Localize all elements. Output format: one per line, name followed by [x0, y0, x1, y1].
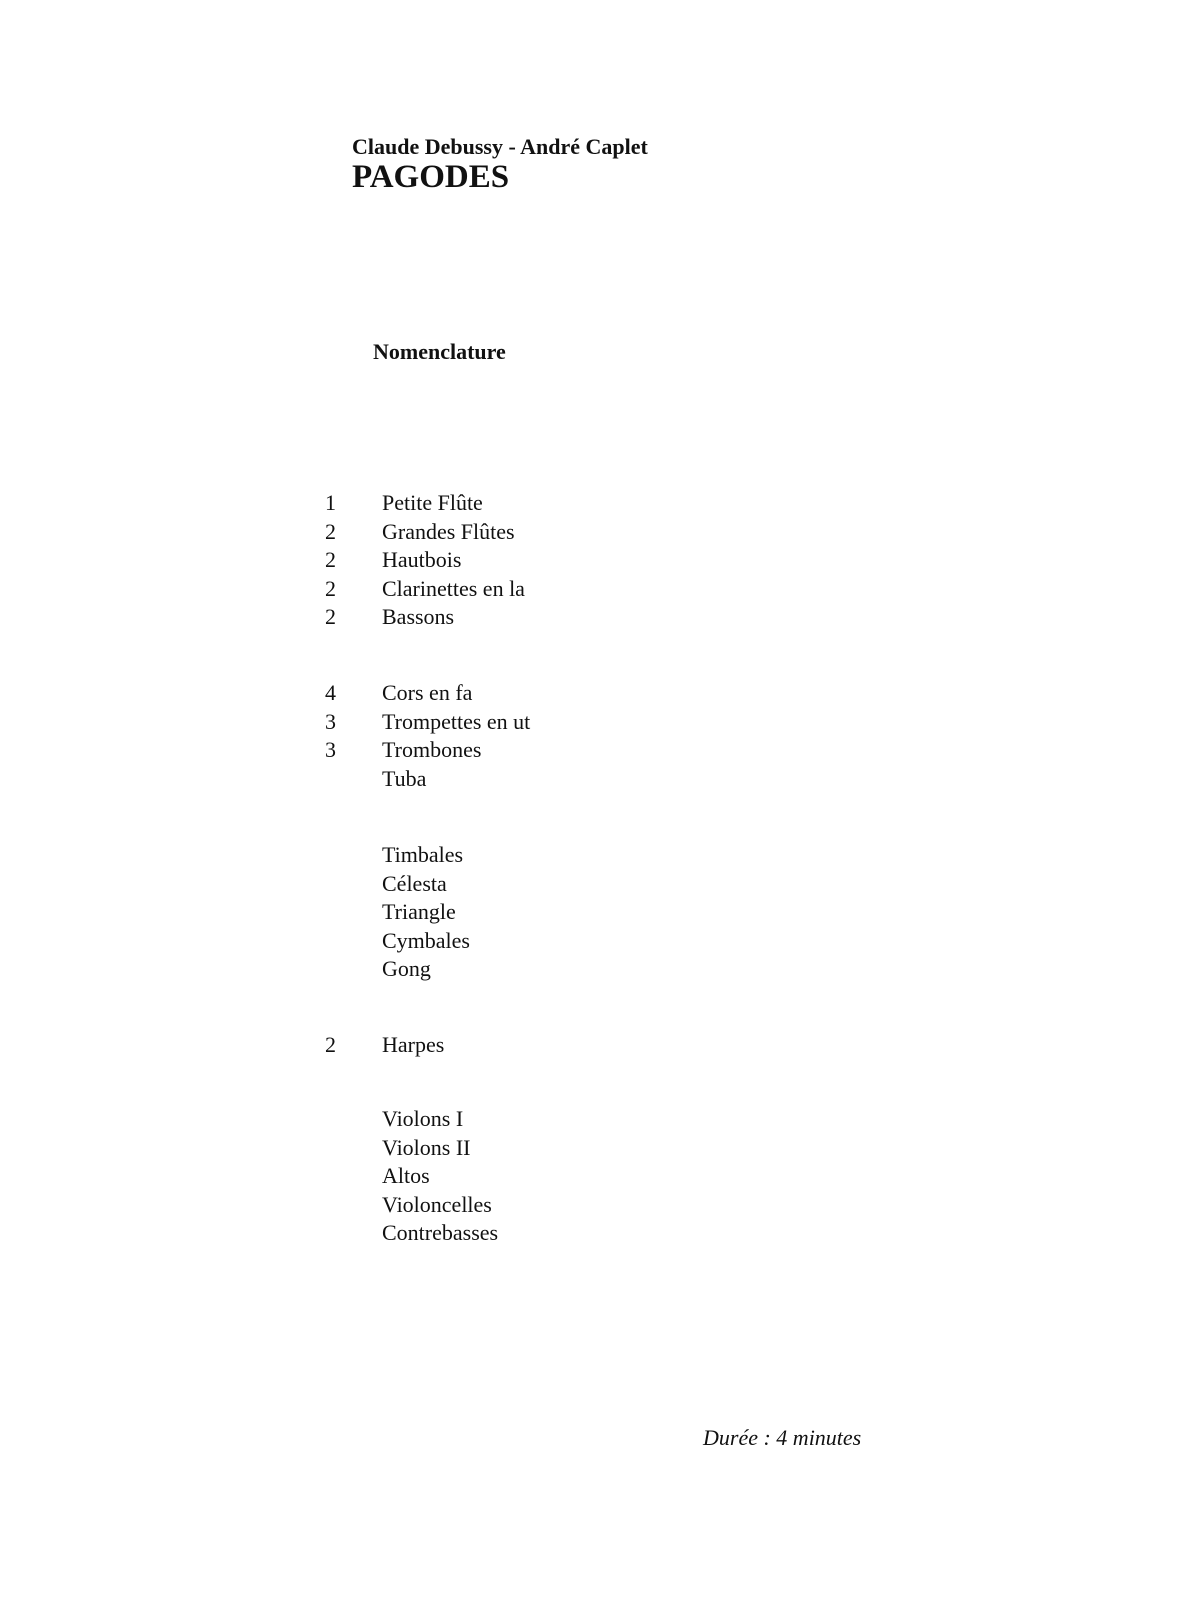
instrument-quantity: 2 [325, 604, 336, 630]
instrument-name: Tuba [382, 765, 427, 791]
instrument-quantity: 3 [325, 708, 336, 734]
instrument-name: Harpes [382, 1032, 445, 1057]
duration-note: Durée : 4 minutes [703, 1425, 862, 1450]
page-title: PAGODES [352, 159, 510, 195]
instrument-name: Trombones [382, 737, 482, 763]
instrument-name: Cymbales [382, 927, 470, 953]
instrument-name: Trompettes en ut [382, 708, 531, 734]
instrument-quantity: 2 [325, 547, 336, 573]
instrument-name: Violons I [382, 1106, 464, 1131]
instrument-quantity: 2 [325, 1032, 336, 1057]
instrument-name: Violons II [382, 1134, 471, 1160]
instrument-name: Grandes Flûtes [382, 518, 515, 544]
instrument-name: Triangle [382, 899, 456, 925]
instrument-quantity: 4 [325, 680, 336, 705]
instrument-quantity: 1 [325, 490, 336, 515]
instrument-quantity: 2 [325, 518, 336, 544]
composer-line: Claude Debussy - André Caplet [352, 134, 648, 159]
instrument-name: Petite Flûte [382, 490, 483, 515]
instrument-name: Célesta [382, 870, 447, 896]
instrument-name: Violoncelles [382, 1191, 492, 1217]
instrument-quantity: 3 [325, 737, 336, 763]
instrument-name: Bassons [382, 604, 455, 630]
instrument-name: Hautbois [382, 547, 462, 573]
instrument-name: Timbales [382, 842, 464, 867]
instrument-name: Cors en fa [382, 680, 473, 705]
instrument-name: Altos [382, 1163, 430, 1189]
section-heading: Nomenclature [373, 339, 506, 364]
instrument-quantity: 2 [325, 575, 336, 601]
instrument-name: Clarinettes en la [382, 575, 525, 601]
instrument-name: Contrebasses [382, 1220, 499, 1246]
instrument-name: Gong [382, 956, 431, 982]
